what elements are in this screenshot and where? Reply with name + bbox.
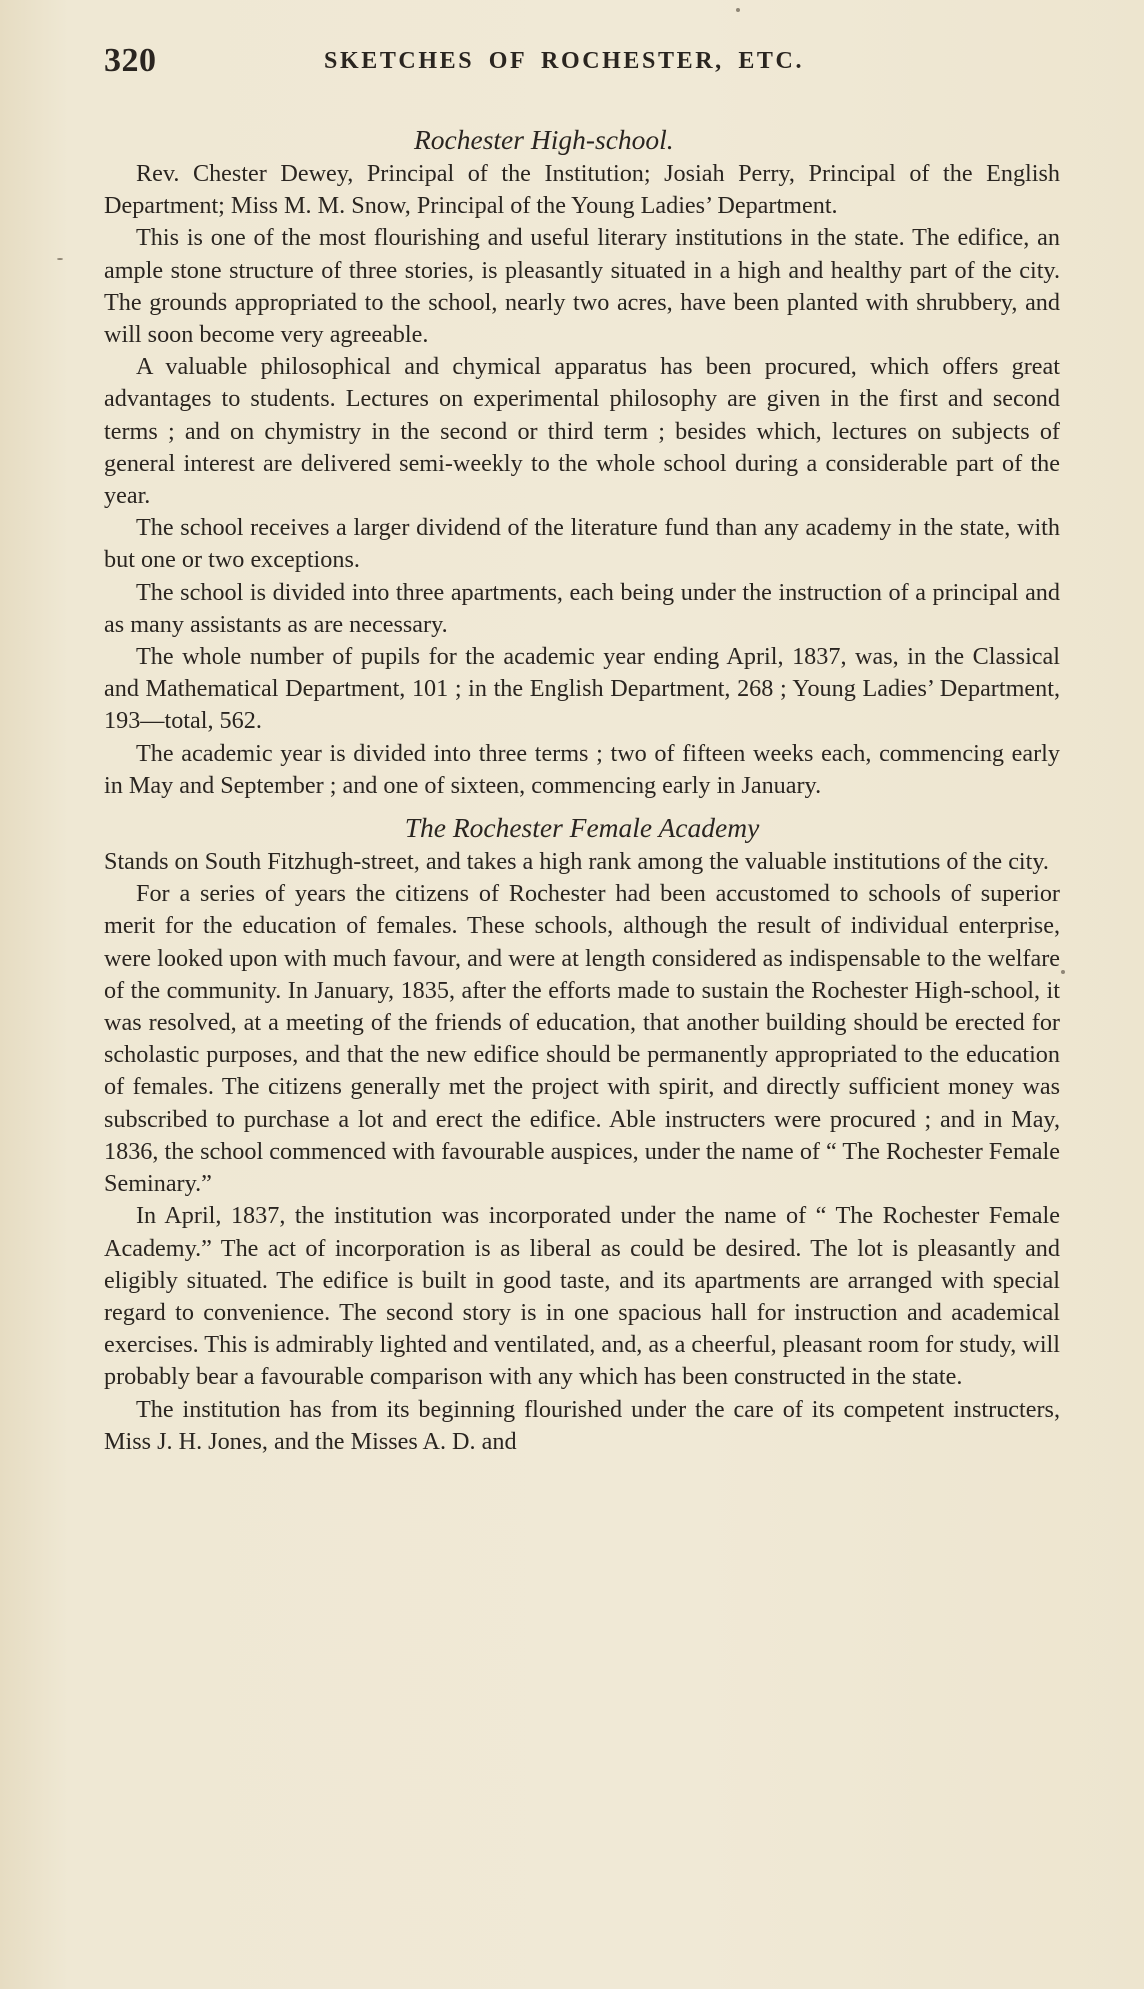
paragraph: Rev. Chester Dewey, Principal of the Institution; Josiah Perry, Principal of the English Department; Miss M. M. Snow, Principal of the Young Ladies’ Department. — [104, 160, 1060, 220]
running-head — [104, 42, 1064, 82]
paragraph: The school receives a larger dividend of the literature fund than any academy in the state, with but one or two exceptions. — [104, 514, 1060, 574]
print-speck — [736, 8, 740, 12]
print-speck — [57, 258, 63, 260]
section-heading-female-academy: The Rochester Female Academy — [404, 812, 760, 844]
section-heading-high-school: Rochester High-school. — [414, 124, 674, 155]
paragraph: A valuable philosophical and chymical apparatus has been procured, which offers great advantages to students. Lectures on experimental philosophy are given in the first and second terms ; and on chymistry in the second or third term ; besides which, lectures on subjects of general interest are delivered semi-weekly to the whole school during a considerable part of the year. — [104, 353, 1060, 510]
paragraph: This is one of the most flourishing and useful literary institutions in the state. The edifice, an ample stone structure of three stories, is pleasantly situated in a high and healthy part of the city. The grounds appropriated to the school, nearly two acres, have been planted with shrubbery, and will soon become very agreeable. — [104, 224, 1060, 349]
running-title: SKETCHES OF ROCHESTER, ETC. — [324, 48, 805, 74]
paragraph: The institution has from its beginning flourished under the care of its competent instructers, Miss J. H. Jones, and the Misses A. D. and — [104, 1395, 1060, 1455]
paragraph: For a series of years the citizens of Rochester had been accustomed to schools of superior merit for the education of females. These schools, although the result of individual enterprise, were looked upon with much favour, and were at length considered as indispensable to the welfare of the community. In January, 1835, after the efforts made to sustain the Rochester High-school, it was resolved, at a meeting of the friends of education, that another building should be erected for scholastic purposes, and that the new edifice should be permanently appropriated to the education of females. The citizens generally met the project with spirit, and directly sufficient money was subscribed to purchase a lot and erect the edifice. Able instructers were procured ; and in May, 1836, the school commenced with favourable auspices, under the name of “ The Rochester Female Seminary.” — [104, 880, 1060, 1198]
print-speck — [1061, 970, 1065, 974]
paragraph: The academic year is divided into three terms ; two of fifteen weeks each, commencing early in May and September ; and one of sixteen, commencing early in January. — [104, 739, 1060, 799]
body-text — [104, 122, 1060, 1458]
paragraph: The whole number of pupils for the academic year ending April, 1837, was, in the Classical and Mathematical Department, 101 ; in the English Department, 268 ; Young Ladies’ Department, 193—total, 562. — [104, 643, 1060, 735]
paragraph: The school is divided into three apartments, each being under the instruction of a principal and as many assistants as are necessary. — [104, 578, 1060, 638]
paragraph: Stands on South Fitzhugh-street, and takes a high rank among the valuable institutions of the city. — [104, 848, 1049, 876]
paragraph: In April, 1837, the institution was incorporated under the name of “ The Rochester Female Academy.” The act of incorporation is as liberal as could be desired. The lot is pleasantly and eligibly situated. The edifice is built in good taste, and its apartments are arranged with special regard to convenience. The second story is in one spacious hall for instruction and academical exercises. This is admirably lighted and ventilated, and, as a cheerful, pleasant room for study, will probably bear a favourable comparison with any which has been constructed in the state. — [104, 1202, 1060, 1391]
page-number: 320 — [104, 42, 157, 79]
